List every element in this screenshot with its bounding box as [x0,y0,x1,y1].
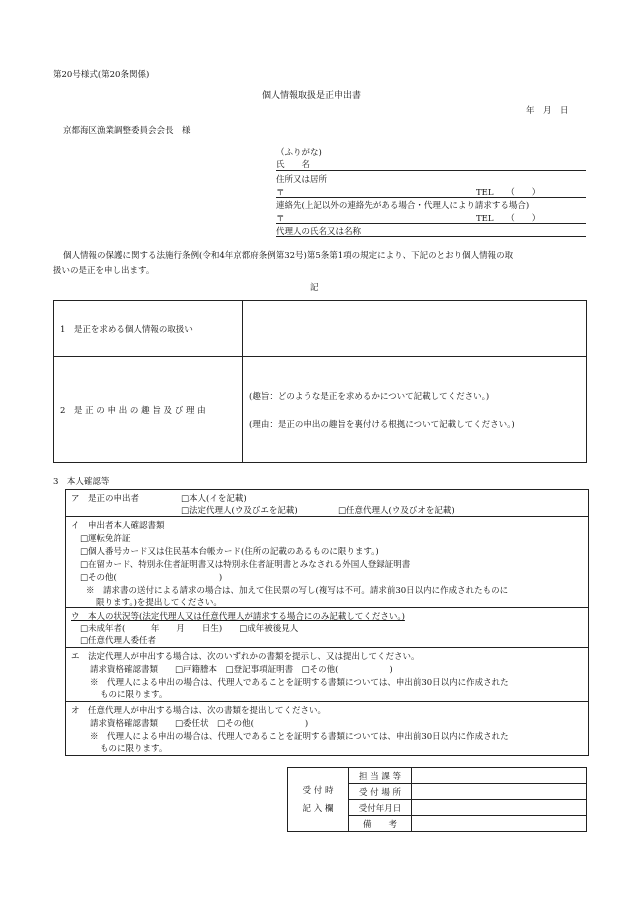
name-underline [276,170,586,171]
note-text: 限ります。)を提出してください。 [96,598,222,608]
section-o [66,701,588,755]
note-text: ※ 代理人による申出の場合は、代理人であることを証明する書類については、申出前30日以内に作成された [90,678,509,688]
table-row [54,301,587,357]
tel-label: TEL （ ） [476,214,541,224]
reception-table [287,767,587,832]
section-a-title: ア 是正の申出者 [71,494,140,504]
postal-mark: 〒 [276,188,285,198]
agent-underline [276,236,586,237]
item2-input[interactable] [243,357,587,463]
document-options[interactable]: 請求資格確認書類 □戸籍謄本 □登記事項証明書 □その他( ) [90,665,393,675]
section-u [66,607,588,648]
furigana-label: （ふりがな) [276,148,322,158]
table-row [288,768,587,784]
reception-cell[interactable] [412,768,587,784]
reception-row-label: 備 考 [349,816,412,832]
item2-note: (趣旨：どのような是正を求めるかについて記載してください。) [249,391,490,402]
section-e [66,647,588,702]
checkbox-residence-card[interactable]: □在留カード、特別永住者証明書又は特別永住者証明書とみなされる外国人登録証明書 [80,560,411,570]
identity-box [65,489,589,756]
name-label: 氏 名 [276,160,311,170]
checkbox-voluntary-agent[interactable]: □任意代理人(ウ及びオを記載) [338,506,455,516]
note-text: ※ 請求書の送付による請求の場合は、加えて住民票の写し(複写は不可。請求前30日以内に作成されたものに [86,586,509,596]
contact-underline [276,223,586,224]
form-number: 第20号様式(第20条関係) [53,70,150,80]
section-u-title: ウ 本人の状況等(法定代理人又は任意代理人が請求する場合にのみ記載してください。) [71,612,405,622]
checkbox-other[interactable]: □その他( ) [80,573,223,583]
address-underline [276,197,586,198]
section-a [66,490,588,517]
tel-label: TEL （ ） [476,188,541,198]
reception-label-line: 受 付 時 [302,785,334,796]
agent-name-label: 代理人の氏名又は名称 [276,227,362,237]
checkbox-mynumber[interactable]: □個人番号カード又は住民基本台帳カード(住所の記載のあるものに限ります。) [80,547,379,557]
note-text: ものに限ります。 [100,690,168,700]
reception-row-label: 受 付 場 所 [349,784,412,800]
page-title: 個人情報取扱是正申出書 [262,91,362,101]
item2-label: 2 是 正 の 申 出 の 趣 旨 及 び 理 由 [54,357,243,463]
section-o-title: オ 任意代理人が申出する場合は、次の書類を提出してください。 [71,706,327,716]
checkbox-delegator[interactable]: □任意代理人委任者 [80,636,157,646]
item1-label: 1 是正を求める個人情報の取扱い [54,301,243,357]
reception-cell[interactable] [412,784,587,800]
section-i [66,516,588,608]
section-i-title: イ 申出者本人確認書類 [71,521,165,531]
checkbox-legal-agent[interactable]: □法定代理人(ウ及びエを記載) [181,506,298,516]
postal-mark: 〒 [276,214,285,224]
reception-row-label: 受付年月日 [349,800,412,816]
note-text: ※ 代理人による申出の場合は、代理人であることを証明する書類については、申出前30日以内に作成された [90,732,509,742]
address-label: 住所又は居所 [276,175,328,185]
checkbox-license[interactable]: □運転免許証 [80,534,131,544]
contact-label: 連絡先(上記以外の連絡先がある場合・代理人により請求する場合) [276,201,530,211]
note-text: ものに限ります。 [100,744,168,754]
addressee: 京都海区漁業調整委員会会長 様 [63,126,191,136]
reception-cell[interactable] [412,800,587,816]
date-line: 年 月 日 [526,106,569,116]
reception-label [288,768,349,832]
reception-label-line: 記 入 欄 [302,803,334,814]
reception-row-label: 担 当 課 等 [349,768,412,784]
reception-cell[interactable] [412,816,587,832]
checkbox-minor[interactable]: □未成年者( 年 月 日生) □成年被後見人 [80,624,299,634]
section-e-title: エ 法定代理人が申出する場合は、次のいずれかの書類を提示し、又は提出してください。 [71,652,420,662]
main-table [53,300,587,463]
intro-text: 個人情報の保護に関する法施行条例(令和4年京都府条例第32号)第5条第1項の規定により、下記のとおり個人情報の取 [63,251,514,261]
item1-input[interactable] [243,301,587,357]
table-row [54,357,587,463]
item2-note: (理由：是正の申出の趣旨を裏付ける根拠について記載してください。) [249,419,515,430]
ki-heading: 記 [310,283,319,293]
checkbox-self[interactable]: □本人(イを記載) [181,494,247,504]
item3-heading: 3 本人確認等 [53,477,110,487]
intro-text: 扱いの是正を申し出ます。 [53,266,155,276]
document-options[interactable]: 請求資格確認書類 □委任状 □その他( ) [90,719,309,729]
